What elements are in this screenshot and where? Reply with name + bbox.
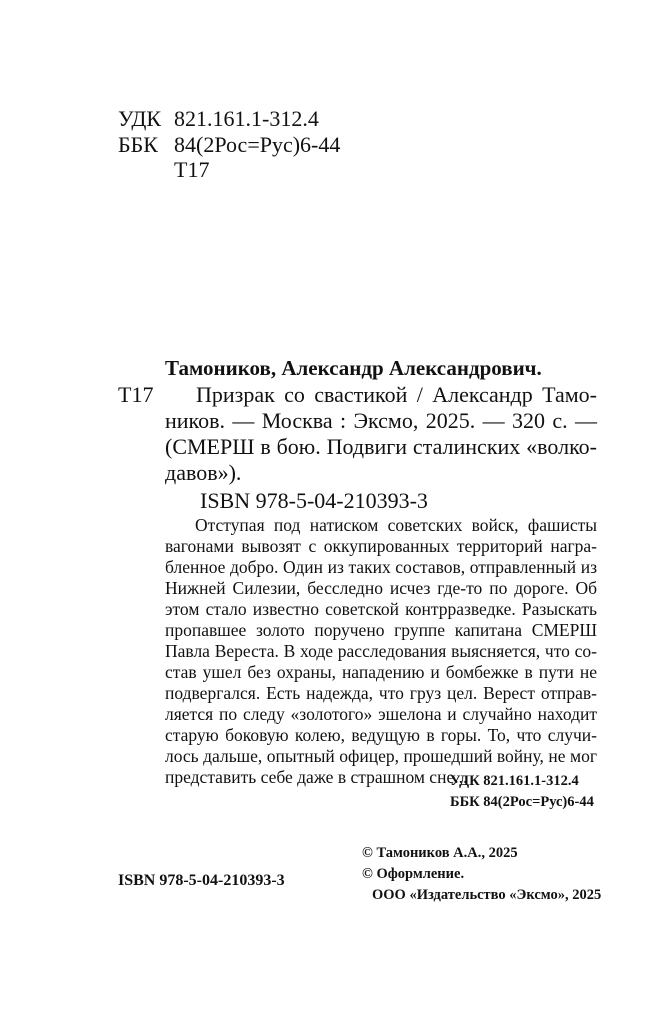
author-heading: Тамоников, Александр Александрович. — [165, 356, 542, 380]
annotation-line: Отступая под натиском советских войск, фашисты — [195, 515, 597, 535]
isbn-footer: ISBN 978-5-04-210393-3 — [118, 872, 285, 889]
entry-line: Призрак со свастикой / Александр Тамо- — [196, 382, 597, 407]
annotation-line: Павла Вереста. В ходе расследования выясняется, что со- — [165, 641, 597, 661]
annotation-line: лось дальше, опытный офицер, прошедший войну, не мог — [165, 746, 597, 766]
cutter-row — [174, 157, 209, 183]
annotation-line: вагонами вывозят с оккупированных территорий награ- — [165, 536, 597, 556]
udk-value: 821.161.1-312.4 — [174, 106, 319, 131]
isbn-main: ISBN 978-5-04-210393-3 — [200, 488, 428, 513]
annotation-line: представить себе даже в страшном сне... — [165, 767, 468, 787]
bbk-value: 84(2Рос=Рус)6-44 — [174, 132, 341, 157]
udk-label: УДК — [118, 106, 162, 131]
footer-udk: УДК 821.161.1-312.4 — [450, 773, 579, 789]
entry-line: ников. — Москва : Эксмо, 2025. — 320 с. — — [165, 408, 597, 433]
annotation-line: подвергался. Есть надежда, что груз цел. Верест отправ- — [165, 683, 597, 703]
copyright-line: ООО «Издательство «Эксмо», 2025 — [372, 887, 602, 903]
entry-line: (СМЕРШ в бою. Подвиги сталинских «волко- — [165, 434, 597, 459]
annotation-line: этом стало известно советской контрразведке. Разыскать — [165, 599, 597, 619]
annotation-line: старую боковую колею, ведущую в горы. То, что случи- — [165, 725, 597, 745]
annotation-line: пропавшее золото поручено группе капитана СМЕРШ — [165, 620, 597, 640]
annotation-line: ляется по следу «золотого» эшелона и случайно находит — [165, 704, 597, 724]
annotation-line: став ушел без охраны, нападению и бомбежке в пути не — [165, 662, 597, 682]
annotation-line: Нижней Силезии, бесследно исчез где-то по дороге. Об — [165, 578, 597, 598]
copyright-line: © Оформление. — [362, 866, 465, 882]
footer-bbk: ББК 84(2Рос=Рус)6-44 — [450, 794, 594, 810]
annotation-line: бленное добро. Один из таких составов, отправленный из — [165, 557, 597, 577]
bbk-row — [118, 132, 340, 158]
udk-row — [118, 106, 319, 132]
annotation-text — [165, 515, 597, 788]
entry-cutter: Т17 — [118, 382, 154, 407]
bbk-label: ББК — [118, 132, 158, 157]
copyright-block — [362, 843, 601, 906]
copyright-line: © Тамоников А.А., 2025 — [362, 845, 518, 861]
cutter-code: Т17 — [174, 157, 210, 182]
footer-classification — [450, 771, 594, 813]
bibliographic-entry — [165, 382, 597, 486]
entry-line: давов»). — [165, 460, 242, 485]
